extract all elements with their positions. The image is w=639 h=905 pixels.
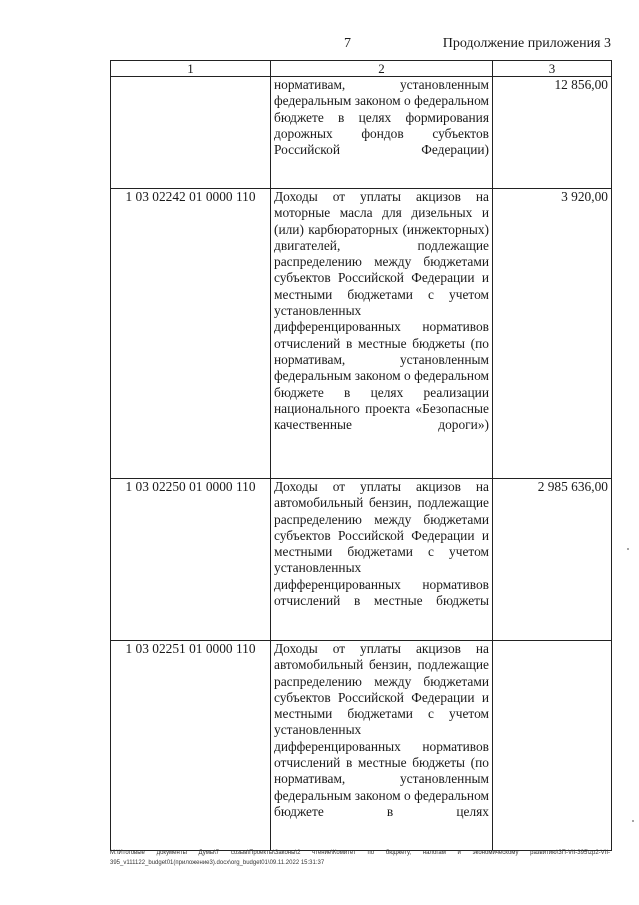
amount-cell: 2 985 636,00 (493, 479, 612, 641)
revenue-code-cell: 1 03 02251 01 0000 110 (111, 641, 271, 851)
revenue-description-cell: нормативам, установленным федеральным законом о федеральном бюджете в целях формирования дорожных фондов субъектов Российской Федерации) (271, 77, 493, 189)
amount-cell: 3 920,00 (493, 189, 612, 479)
revenue-description-cell: Доходы от уплаты акцизов на автомобильный бензин, подлежащие распределению между бюджетами субъектов Российской Федерации и местными бюджетами с учетом установленных дифференцированных нормативов отчислений в местные бюджеты (271, 479, 493, 641)
column-number-1: 1 (111, 61, 271, 77)
table-row (111, 77, 612, 189)
continuation-label: Продолжение приложения 3 (442, 36, 611, 51)
revenue-code-cell: 1 03 02250 01 0000 110 (111, 479, 271, 641)
table-row (111, 189, 612, 479)
revenue-code-cell (111, 77, 271, 189)
page-number: 7 (344, 36, 351, 51)
amount-cell: 12 856,00 (493, 77, 612, 189)
column-number-3: 3 (493, 61, 612, 77)
column-number-row (111, 61, 612, 77)
scan-speck (632, 820, 634, 822)
revenue-code-cell: 1 03 02242 01 0000 110 (111, 189, 271, 479)
document-path-footer: М:\Итоговые документы Думы\7 созыв\Проекты\Законы\2 чтение\Комитет по бюджету, налогам и экономическому развитию\3П-VII-395\zp2-VII-395_v111122_budget01(приложение3).docx\org_budget01\09.11.2022 15:31:37 (110, 850, 610, 866)
table-row (111, 479, 612, 641)
column-number-2: 2 (271, 61, 493, 77)
amount-cell (493, 641, 612, 851)
scan-speck (627, 548, 629, 550)
revenue-description-cell: Доходы от уплаты акцизов на моторные масла для дизельных и (или) карбюраторных (инжекторных) двигателей, подлежащие распределению между бюджетами субъектов Российской Федерации и местными бюджетами с учетом установленных дифференцированных нормативов отчислений в местные бюджеты (по нормативам, установленным федеральным законом о федеральном бюджете в целях реализации национального проекта «Безопасные качественные дороги») (271, 189, 493, 479)
revenue-description-cell: Доходы от уплаты акцизов на автомобильный бензин, подлежащие распределению между бюджетами субъектов Российской Федерации и местными бюджетами с учетом установленных дифференцированных нормативов отчислений в местные бюджеты (по нормативам, установленным федеральным законом о федеральном бюджете в целях (271, 641, 493, 851)
table-row (111, 641, 612, 851)
budget-table (110, 60, 612, 851)
